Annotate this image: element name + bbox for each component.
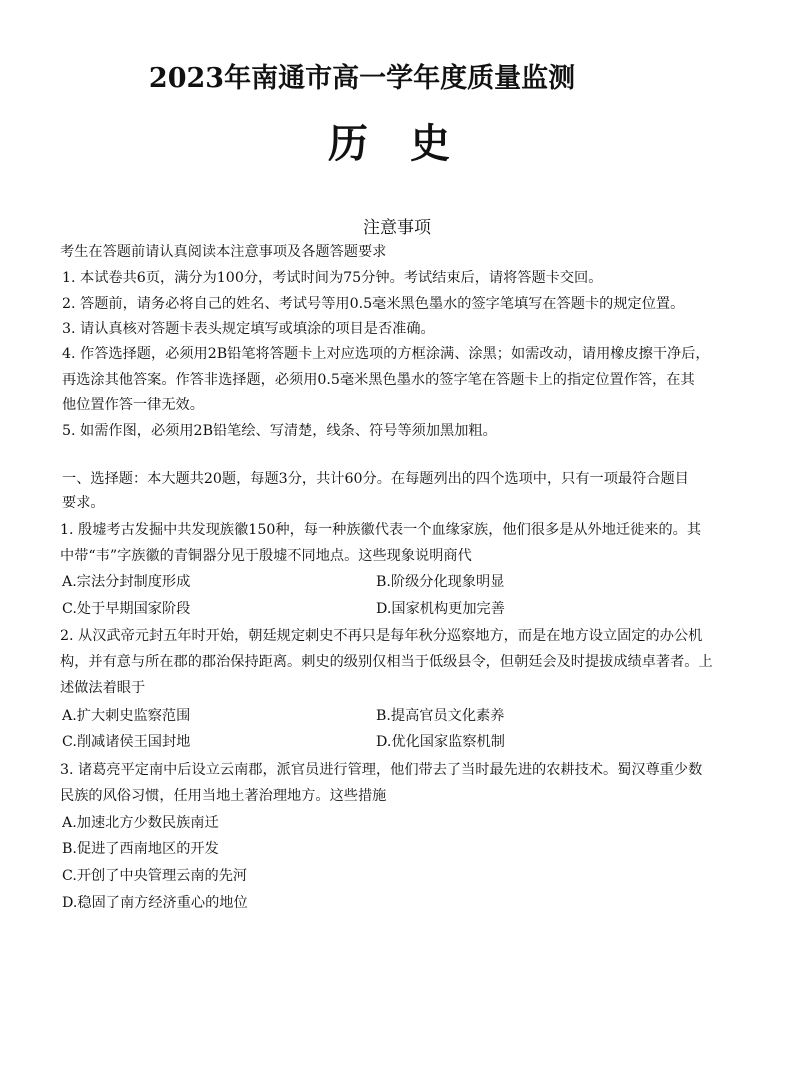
section-heading-cont: 要求。: [62, 495, 105, 511]
question-1-line: 1. 殷墟考古发掘中共发现族徽150种，每一种族徽代表一个血缘家族，他们很多是从外地迁徙来的。其: [60, 522, 702, 538]
exam-title-text: 2023年南通市高一学年度质量监测: [148, 63, 576, 94]
notice-item: 他位置作答一律无效。: [62, 397, 204, 413]
section-heading: 一、选择题：本大题共20题，每题3分，共计60分。在每题列出的四个选项中，只有一项最符合题目: [62, 471, 689, 487]
question-3-option-b: B.促进了西南地区的开发: [62, 841, 219, 857]
question-2-option-b: B.提高官员文化素养: [376, 708, 505, 724]
notice-heading: 注意事项: [363, 218, 431, 238]
question-3-option-c: C.开创了中央管理云南的先河: [62, 868, 248, 884]
question-3-line: 民族的风俗习惯，任用当地土著治理地方。这些措施: [60, 788, 387, 804]
notice-item: 2. 答题前，请务必将自己的姓名、考试号等用0.5毫米黑色墨水的签字笔填写在答题卡的规定位置。: [62, 296, 685, 312]
question-1-option-d: D.国家机构更加完善: [376, 601, 505, 617]
exam-title: [0, 56, 794, 95]
notice-item: 再选涂其他答案。作答非选择题，必须用0.5毫米黑色墨水的签字笔在答题卡上的指定位置作答，在其: [62, 372, 695, 388]
notice-item: 4. 作答选择题，必须用2B铅笔将答题卡上对应选项的方框涂满、涂黑；如需改动，请用橡皮擦干净后，: [62, 346, 710, 362]
subject-title-text: 历 史: [328, 120, 464, 167]
question-3-line: 3. 诸葛亮平定南中后设立云南郡，派官员进行管理，他们带去了当时最先进的农耕技术。蜀汉尊重少数: [60, 762, 703, 778]
question-1-option-b: B.阶级分化现象明显: [376, 574, 505, 590]
question-2-line: 构，并有意与所在郡的郡治保持距离。刺史的级别仅相当于低级县令，但朝廷会及时提拔成绩卓著者。上: [60, 654, 713, 670]
notice-item: 3. 请认真核对答题卡表头规定填写或填涂的项目是否准确。: [62, 321, 435, 337]
question-2-option-a: A.扩大刺史监察范围: [62, 708, 191, 724]
question-2-option-d: D.优化国家监察机制: [376, 734, 505, 750]
notice-item: 1. 本试卷共6页，满分为100分，考试时间为75分钟。考试结束后，请将答题卡交回。: [62, 270, 603, 286]
question-1-option-c: C.处于早期国家阶段: [62, 601, 191, 617]
subject-title: [0, 112, 794, 169]
question-3-option-d: D.稳固了南方经济重心的地位: [62, 895, 248, 911]
question-2-option-c: C.削减诸侯王国封地: [62, 734, 191, 750]
question-1-line: 中带“韦”字族徽的青铜器分见于殷墟不同地点。这些现象说明商代: [60, 548, 472, 564]
question-2-line: 述做法着眼于: [60, 680, 146, 696]
question-3-option-a: A.加速北方少数民族南迁: [62, 815, 219, 831]
notice-item: 5. 如需作图，必须用2B铅笔绘、写清楚，线条、符号等须加黑加粗。: [62, 423, 497, 439]
question-1-option-a: A.宗法分封制度形成: [62, 574, 191, 590]
notice-intro: 考生在答题前请认真阅读本注意事项及各题答题要求: [60, 244, 387, 260]
question-2-line: 2. 从汉武帝元封五年时开始，朝廷规定刺史不再只是每年秋分巡察地方，而是在地方设立固定的办公机: [60, 628, 703, 644]
